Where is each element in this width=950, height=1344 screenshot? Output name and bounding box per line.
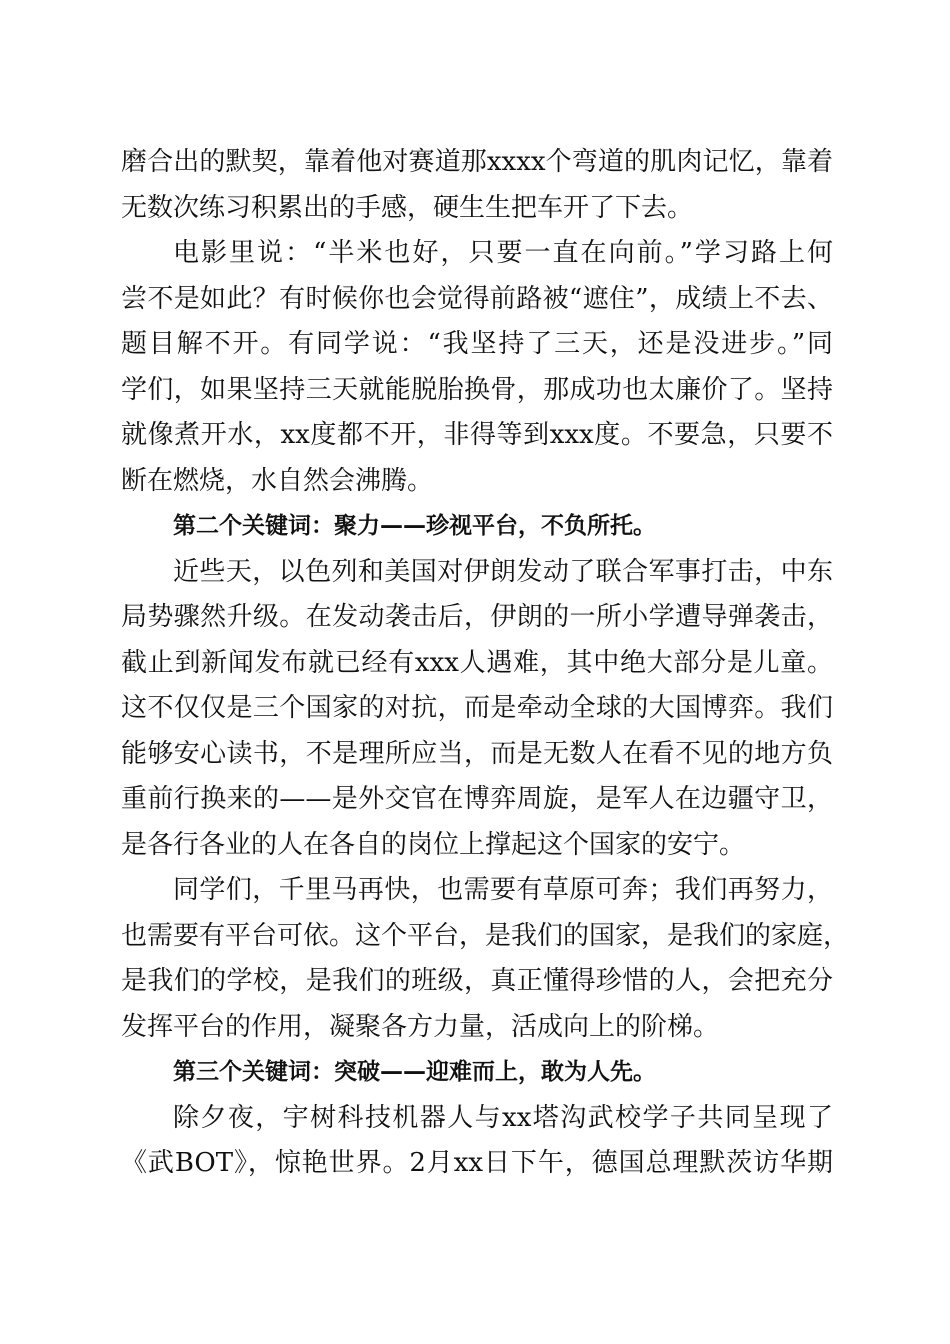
- document-body: [121, 140, 850, 1187]
- text-line: 能够安心读书，不是理所应当，而是无数人在看不见的地方负: [121, 738, 833, 769]
- text-line: 这不仅仅是三个国家的对抗，而是牵动全球的大国博弈。我们: [121, 693, 833, 723]
- section-heading: 第三个关键词：突破——迎难而上，敢为人先。: [173, 1059, 656, 1085]
- text-line: 尝不是如此？有时候你也会觉得前路被“遮住”，成绩上不去、: [121, 283, 833, 314]
- text-line: 是各行各业的人在各自的岗位上撑起这个国家的安宁。: [121, 829, 746, 860]
- text-line: 是我们的学校，是我们的班级，真正懂得珍惜的人，会把充分: [121, 966, 833, 996]
- text-line: 断在燃烧，水自然会沸腾。: [121, 465, 434, 496]
- text-line: 电影里说：“半米也好，只要一直在向前。”学习路上何: [173, 238, 833, 268]
- paragraph: [121, 231, 833, 504]
- paragraph: [121, 550, 833, 869]
- paragraph: [121, 868, 850, 1050]
- paragraph: [121, 140, 833, 231]
- text-line: 《武BOT》，惊艳世界。2月xx日下午，德国总理默茨访华期: [121, 1148, 833, 1178]
- text-line: 重前行换来的——是外交官在博弈周旋，是军人在边疆守卫，: [121, 784, 833, 814]
- text-line: 也需要有平台可依。这个平台，是我们的国家，是我们的家庭，: [121, 920, 850, 951]
- text-line: 同学们，千里马再快，也需要有草原可奔；我们再努力，: [173, 875, 833, 905]
- paragraph: [121, 1096, 833, 1187]
- text-line: 磨合出的默契，靠着他对赛道那xxxx个弯道的肌肉记忆，靠着: [121, 147, 833, 177]
- text-line: 局势骤然升级。在发动袭击后，伊朗的一所小学遭导弹袭击，: [121, 602, 833, 632]
- text-line: 近些天，以色列和美国对伊朗发动了联合军事打击，中东: [173, 556, 833, 587]
- text-line: 截止到新闻发布就已经有xxx人遇难，其中绝大部分是儿童。: [121, 647, 833, 678]
- section-heading: 第二个关键词：聚力——珍视平台，不负所托。: [173, 513, 656, 539]
- text-line: 就像煮开水，xx度都不开，非得等到xxx度。不要急，只要不: [121, 420, 833, 450]
- text-line: 题目解不开。有同学说：“我坚持了三天，还是没进步。”同: [121, 329, 833, 359]
- text-line: 发挥平台的作用，凝聚各方力量，活成向上的阶梯。: [121, 1011, 720, 1042]
- text-line: 除夕夜，宇树科技机器人与xx塔沟武校学子共同呈现了: [173, 1102, 833, 1133]
- text-line: 学们，如果坚持三天就能脱胎换骨，那成功也太廉价了。坚持: [121, 374, 833, 405]
- text-line: 无数次练习积累出的手感，硬生生把车开了下去。: [121, 192, 694, 223]
